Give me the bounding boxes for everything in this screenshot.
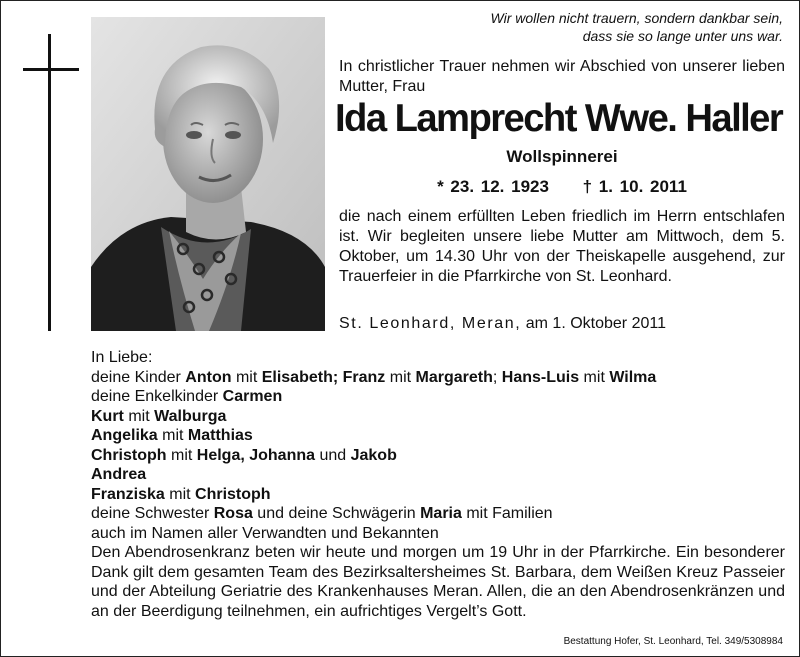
family-text: mit: [157, 427, 188, 444]
family-text: und deine Schwägerin: [252, 505, 421, 522]
subtitle: Wollspinnerei: [506, 147, 618, 166]
family-text: mit Familien: [461, 505, 553, 522]
quote-line-2: dass sie so lange unter uns war.: [582, 28, 783, 44]
family-text: deine Enkelkinder: [91, 388, 223, 405]
family-name: Carmen: [222, 388, 283, 405]
family-text: mit: [231, 368, 262, 386]
family-name: Franziska: [91, 485, 165, 503]
family-text: und: [315, 446, 351, 464]
family-line: [91, 368, 791, 388]
cross-icon-horizontal: [23, 68, 79, 71]
intro-text: In christlicher Trauer nehmen wir Abschied von unserer lieben Mutter, Frau: [339, 58, 785, 95]
family-line: [91, 387, 791, 407]
family-name: Matthias: [187, 427, 253, 444]
family-name: Hans-Luis: [501, 368, 580, 386]
bio-text: die nach einem erfüllten Leben friedlich im Herrn entschlafen ist. Wir begleiten unsere liebe Mutter am Mittwoch, dem 5. Oktober, um 14.30 Uhr von der Theiskapelle ausgehend, zur Trauerfeier in die Pfarrkirche von St. Leonhard.: [339, 208, 785, 285]
family-name: Angelika: [91, 427, 158, 444]
family-name: Andrea: [91, 466, 147, 483]
family-text: deine Kinder: [91, 368, 186, 386]
family-name: Jakob: [350, 446, 397, 464]
place-location: St. Leonhard, Meran,: [339, 315, 522, 332]
family-name: Kurt: [91, 407, 124, 425]
family-name: Helga, Johanna: [196, 446, 316, 464]
family-name: Maria: [420, 505, 462, 522]
family-line: auch im Namen aller Verwandten und Bekannten: [91, 524, 439, 542]
life-dates: [339, 177, 785, 197]
family-text: mit: [164, 485, 196, 503]
family-name: Rosa: [213, 505, 253, 522]
family-name: Christoph: [195, 485, 271, 503]
quote-line-1: Wir wollen nicht trauern, sondern dankbar sein,: [490, 10, 783, 26]
family-line: [91, 485, 791, 505]
quote: [443, 9, 783, 45]
family-name: Anton: [185, 368, 232, 386]
closing-text: Den Abendrosenkranz beten wir heute und morgen um 19 Uhr in der Pfarrkirche. Ein besonderer Dank gilt dem gesamten Team des Bezirksaltersheimes St. Barbara, dem Weißen Kreuz Passeier und der Abteilung Geriatrie des Krankenhauses Meran. Allen, die an den Abendrosenkränzen und an der Beerdigung teilnehmen, ein aufrichtiges Vergelt’s Gott.: [91, 544, 785, 620]
family-list: [91, 348, 791, 543]
family-text: mit: [166, 446, 197, 464]
family-intro: In Liebe:: [91, 349, 153, 366]
family-line: [91, 426, 791, 446]
place-date-text: am 1. Oktober 2011: [521, 315, 666, 332]
family-name: Margareth: [415, 368, 493, 386]
family-text: mit: [123, 407, 155, 425]
family-name: Elisabeth; Franz: [261, 368, 386, 386]
family-text: ;: [492, 368, 502, 386]
family-name: Wilma: [609, 368, 657, 386]
family-text: mit: [385, 368, 416, 386]
family-name: Christoph: [91, 446, 167, 464]
family-text: deine Schwester: [91, 505, 214, 522]
family-name: Walburga: [154, 407, 227, 425]
family-line: [91, 446, 791, 466]
family-line: [91, 465, 791, 485]
place-date: [339, 314, 785, 334]
death-date: † 1. 10. 2011: [582, 177, 687, 196]
portrait-photo: [91, 17, 325, 331]
birth-date: * 23. 12. 1923: [437, 177, 549, 196]
family-line: [91, 504, 791, 524]
family-line: [91, 407, 791, 427]
cross-icon-vertical: [48, 34, 51, 331]
deceased-name: Ida Lamprecht Wwe. Haller: [335, 97, 783, 140]
family-text: mit: [579, 368, 610, 386]
funeral-home-footer: Bestattung Hofer, St. Leonhard, Tel. 349/5308984: [563, 636, 783, 647]
